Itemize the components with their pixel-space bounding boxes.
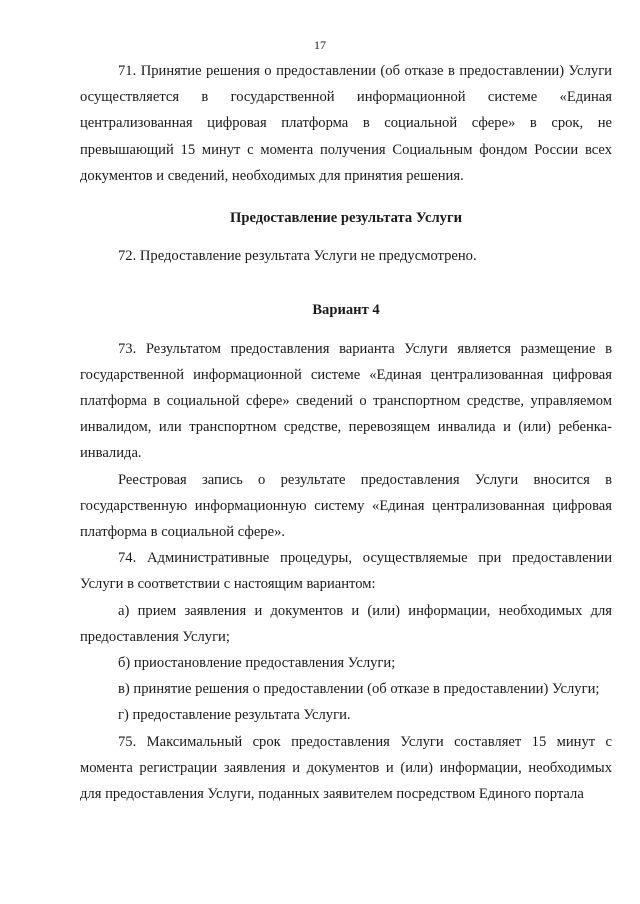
section-heading-result: Предоставление результата Услуги [230, 210, 462, 227]
list-item-a: а) прием заявления и документов и (или) информации, необходимых для предоставления Услуги; [80, 602, 612, 645]
list-item-v: в) принятие решения о предоставлении (об отказе в предоставлении) Услуги; [118, 681, 600, 698]
paragraph-registry-record: Реестровая запись о результате предоставления Услуги вносится в государственную информационную систему «Единая централизованная цифровая платформа в социальной сфере». [80, 471, 612, 541]
paragraph-72: 72. Предоставление результата Услуги не предусмотрено. [118, 248, 477, 265]
page-number: 17 [314, 38, 326, 52]
paragraph-74: 74. Административные процедуры, осуществляемые при предоставлении Услуги в соответствии с настоящим вариантом: [80, 550, 612, 593]
paragraph-75: 75. Максимальный срок предоставления Услуги составляет 15 минут с момента регистрации заявления и документов и (или) информации, необходимых для предоставления Услуги, поданных заявителем посредством Единого портала [80, 733, 612, 803]
list-item-b: б) приостановление предоставления Услуги; [118, 655, 396, 672]
paragraph-71: 71. Принятие решения о предоставлении (об отказе в предоставлении) Услуги осуществляется в государственной информационной системе «Единая централизованная цифровая платформа в социальной сфере» в срок, не превышающий 15 минут с момента получения Социальным фондом России всех документов и сведений, необходимых для принятия решения. [80, 63, 612, 184]
section-heading-variant-4: Вариант 4 [312, 302, 380, 319]
list-item-g: г) предоставление результата Услуги. [118, 707, 351, 724]
paragraph-73: 73. Результатом предоставления варианта Услуги является размещение в государственной информационной системе «Единая централизованная цифровая платформа в социальной сфере» сведений о транспортном средстве, управляемом инвалидом, или транспортном средстве, перевозящем инвалида и (или) ребенка-инвалида. [80, 340, 612, 462]
document-body [80, 58, 612, 807]
